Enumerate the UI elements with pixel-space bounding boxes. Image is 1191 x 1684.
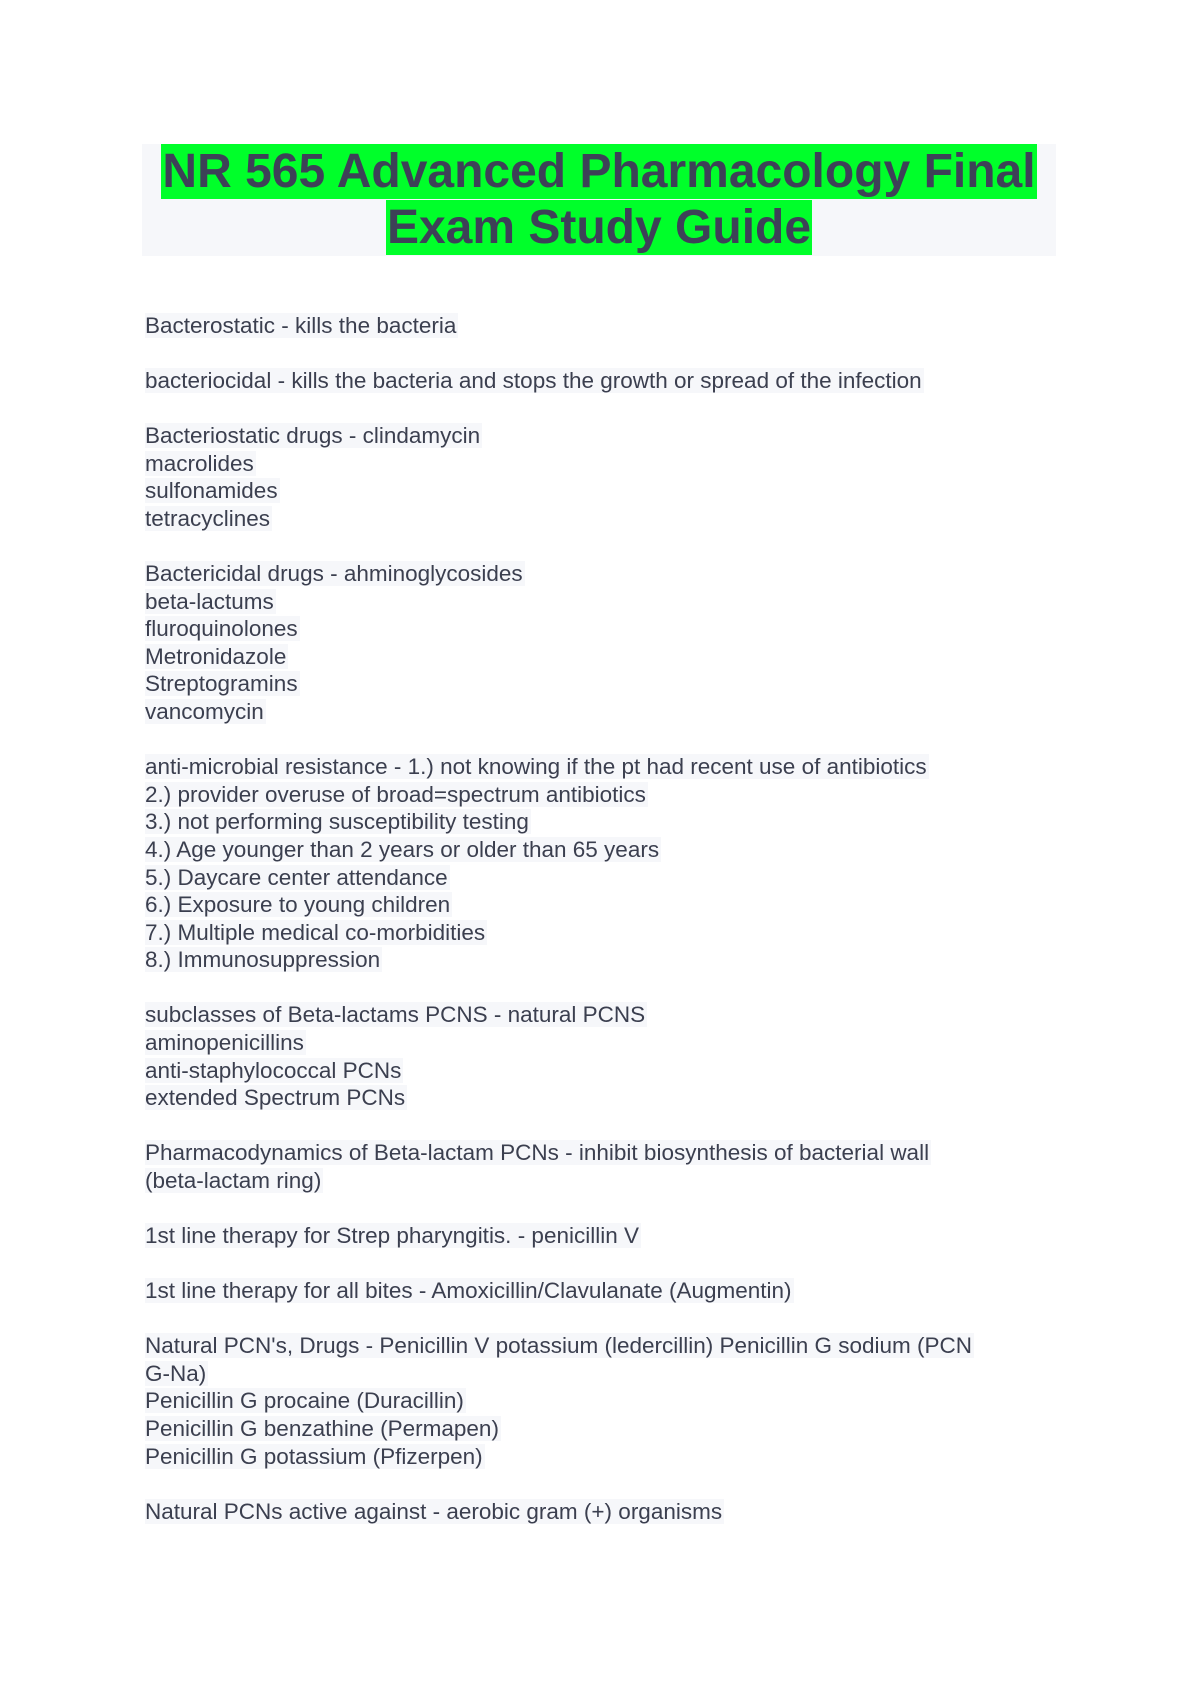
page-title-line-2: Exam Study Guide	[386, 201, 812, 254]
entry-line-text: anti-microbial resistance - 1.) not knowing if the pt had recent use of antibiotics	[145, 754, 927, 780]
entry-line	[145, 450, 1045, 478]
entry-line-text: 5.) Daycare center attendance	[145, 864, 448, 890]
entry-line	[145, 1387, 1045, 1415]
entry-line	[145, 1222, 1045, 1250]
entry-line	[145, 477, 1045, 505]
entry-line-text: tetracyclines	[145, 505, 271, 531]
study-entry	[145, 1139, 1045, 1194]
entry-line-text: extended Spectrum PCNs	[145, 1085, 406, 1111]
entry-line	[145, 312, 1045, 340]
entry-line-text: (beta-lactam ring)	[145, 1167, 322, 1193]
entry-line	[145, 698, 1045, 726]
entry-line	[145, 1360, 1045, 1388]
entry-line-text: Penicillin G benzathine (Permapen)	[145, 1415, 499, 1441]
study-entry	[145, 1222, 1045, 1250]
entry-line-text: 2.) provider overuse of broad=spectrum antibiotics	[145, 781, 646, 807]
entry-line	[145, 422, 1045, 450]
entry-line-text: 1st line therapy for Strep pharyngitis. - penicillin V	[145, 1222, 639, 1248]
entry-line-text: Natural PCNs active against - aerobic gram (+) organisms	[145, 1498, 723, 1524]
study-guide-content	[145, 312, 1045, 1553]
entry-line	[145, 670, 1045, 698]
entry-line	[145, 1084, 1045, 1112]
entry-line	[145, 615, 1045, 643]
entry-line-text: macrolides	[145, 450, 254, 476]
entry-line	[145, 1277, 1045, 1305]
entry-line-text: sulfonamides	[145, 478, 278, 504]
entry-line	[145, 1167, 1045, 1195]
entry-line-text: vancomycin	[145, 699, 264, 725]
study-entry	[145, 312, 1045, 340]
entry-line	[145, 1029, 1045, 1057]
entry-line	[145, 781, 1045, 809]
entry-line-text: Bacteriostatic drugs - clindamycin	[145, 423, 481, 449]
entry-line-text: beta-lactums	[145, 588, 274, 614]
entry-line-text: anti-staphylococcal PCNs	[145, 1057, 402, 1083]
entry-line	[145, 808, 1045, 836]
entry-line-text: 7.) Multiple medical co-morbidities	[145, 919, 486, 945]
study-entry	[145, 753, 1045, 974]
entry-line-text: bacteriocidal - kills the bacteria and stops the growth or spread of the infection	[145, 368, 922, 394]
study-entry	[145, 367, 1045, 395]
study-entry	[145, 1277, 1045, 1305]
entry-line	[145, 919, 1045, 947]
entry-line	[145, 946, 1045, 974]
entry-line-text: Penicillin G potassium (Pfizerpen)	[145, 1443, 483, 1469]
entry-line-text: 1st line therapy for all bites - Amoxicillin/Clavulanate (Augmentin)	[145, 1278, 792, 1304]
entry-line-text: Natural PCN's, Drugs - Penicillin V potassium (ledercillin) Penicillin G sodium (PCN	[145, 1333, 973, 1359]
entry-line	[145, 1139, 1045, 1167]
entry-line	[145, 588, 1045, 616]
entry-line-text: aminopenicillins	[145, 1029, 304, 1055]
entry-line	[145, 643, 1045, 671]
entry-line	[145, 836, 1045, 864]
entry-line-text: Penicillin G procaine (Duracillin)	[145, 1388, 464, 1414]
entry-line	[145, 560, 1045, 588]
entry-line	[145, 753, 1045, 781]
entry-line-text: 8.) Immunosuppression	[145, 947, 381, 973]
entry-line-text: subclasses of Beta-lactams PCNS - natural PCNS	[145, 1002, 646, 1028]
entry-line-text: fluroquinolones	[145, 616, 298, 642]
study-entry	[145, 560, 1045, 726]
entry-line-text: 4.) Age younger than 2 years or older than 65 years	[145, 836, 660, 862]
entry-line	[145, 1332, 1045, 1360]
entry-line-text: Streptogramins	[145, 671, 298, 697]
entry-line	[145, 891, 1045, 919]
entry-line-text: 3.) not performing susceptibility testing	[145, 809, 529, 835]
entry-line	[145, 367, 1045, 395]
entry-line	[145, 1443, 1045, 1471]
entry-line	[145, 1415, 1045, 1443]
entry-line-text: Pharmacodynamics of Beta-lactam PCNs - inhibit biosynthesis of bacterial wall	[145, 1140, 930, 1166]
title-box	[142, 144, 1056, 256]
study-entry	[145, 422, 1045, 532]
entry-line	[145, 1498, 1045, 1526]
study-entry	[145, 1332, 1045, 1470]
entry-line	[145, 864, 1045, 892]
page-title-line-1: NR 565 Advanced Pharmacology Final	[162, 145, 1036, 198]
entry-line-text: G-Na)	[145, 1360, 207, 1386]
study-entry	[145, 1001, 1045, 1111]
entry-line-text: Bacterostatic - kills the bacteria	[145, 313, 457, 338]
entry-line	[145, 1001, 1045, 1029]
entry-line	[145, 505, 1045, 533]
entry-line-text: 6.) Exposure to young children	[145, 892, 451, 918]
study-entry	[145, 1498, 1045, 1526]
entry-line-text: Metronidazole	[145, 643, 287, 669]
entry-line	[145, 1057, 1045, 1085]
entry-line-text: Bactericidal drugs - ahminoglycosides	[145, 561, 523, 587]
